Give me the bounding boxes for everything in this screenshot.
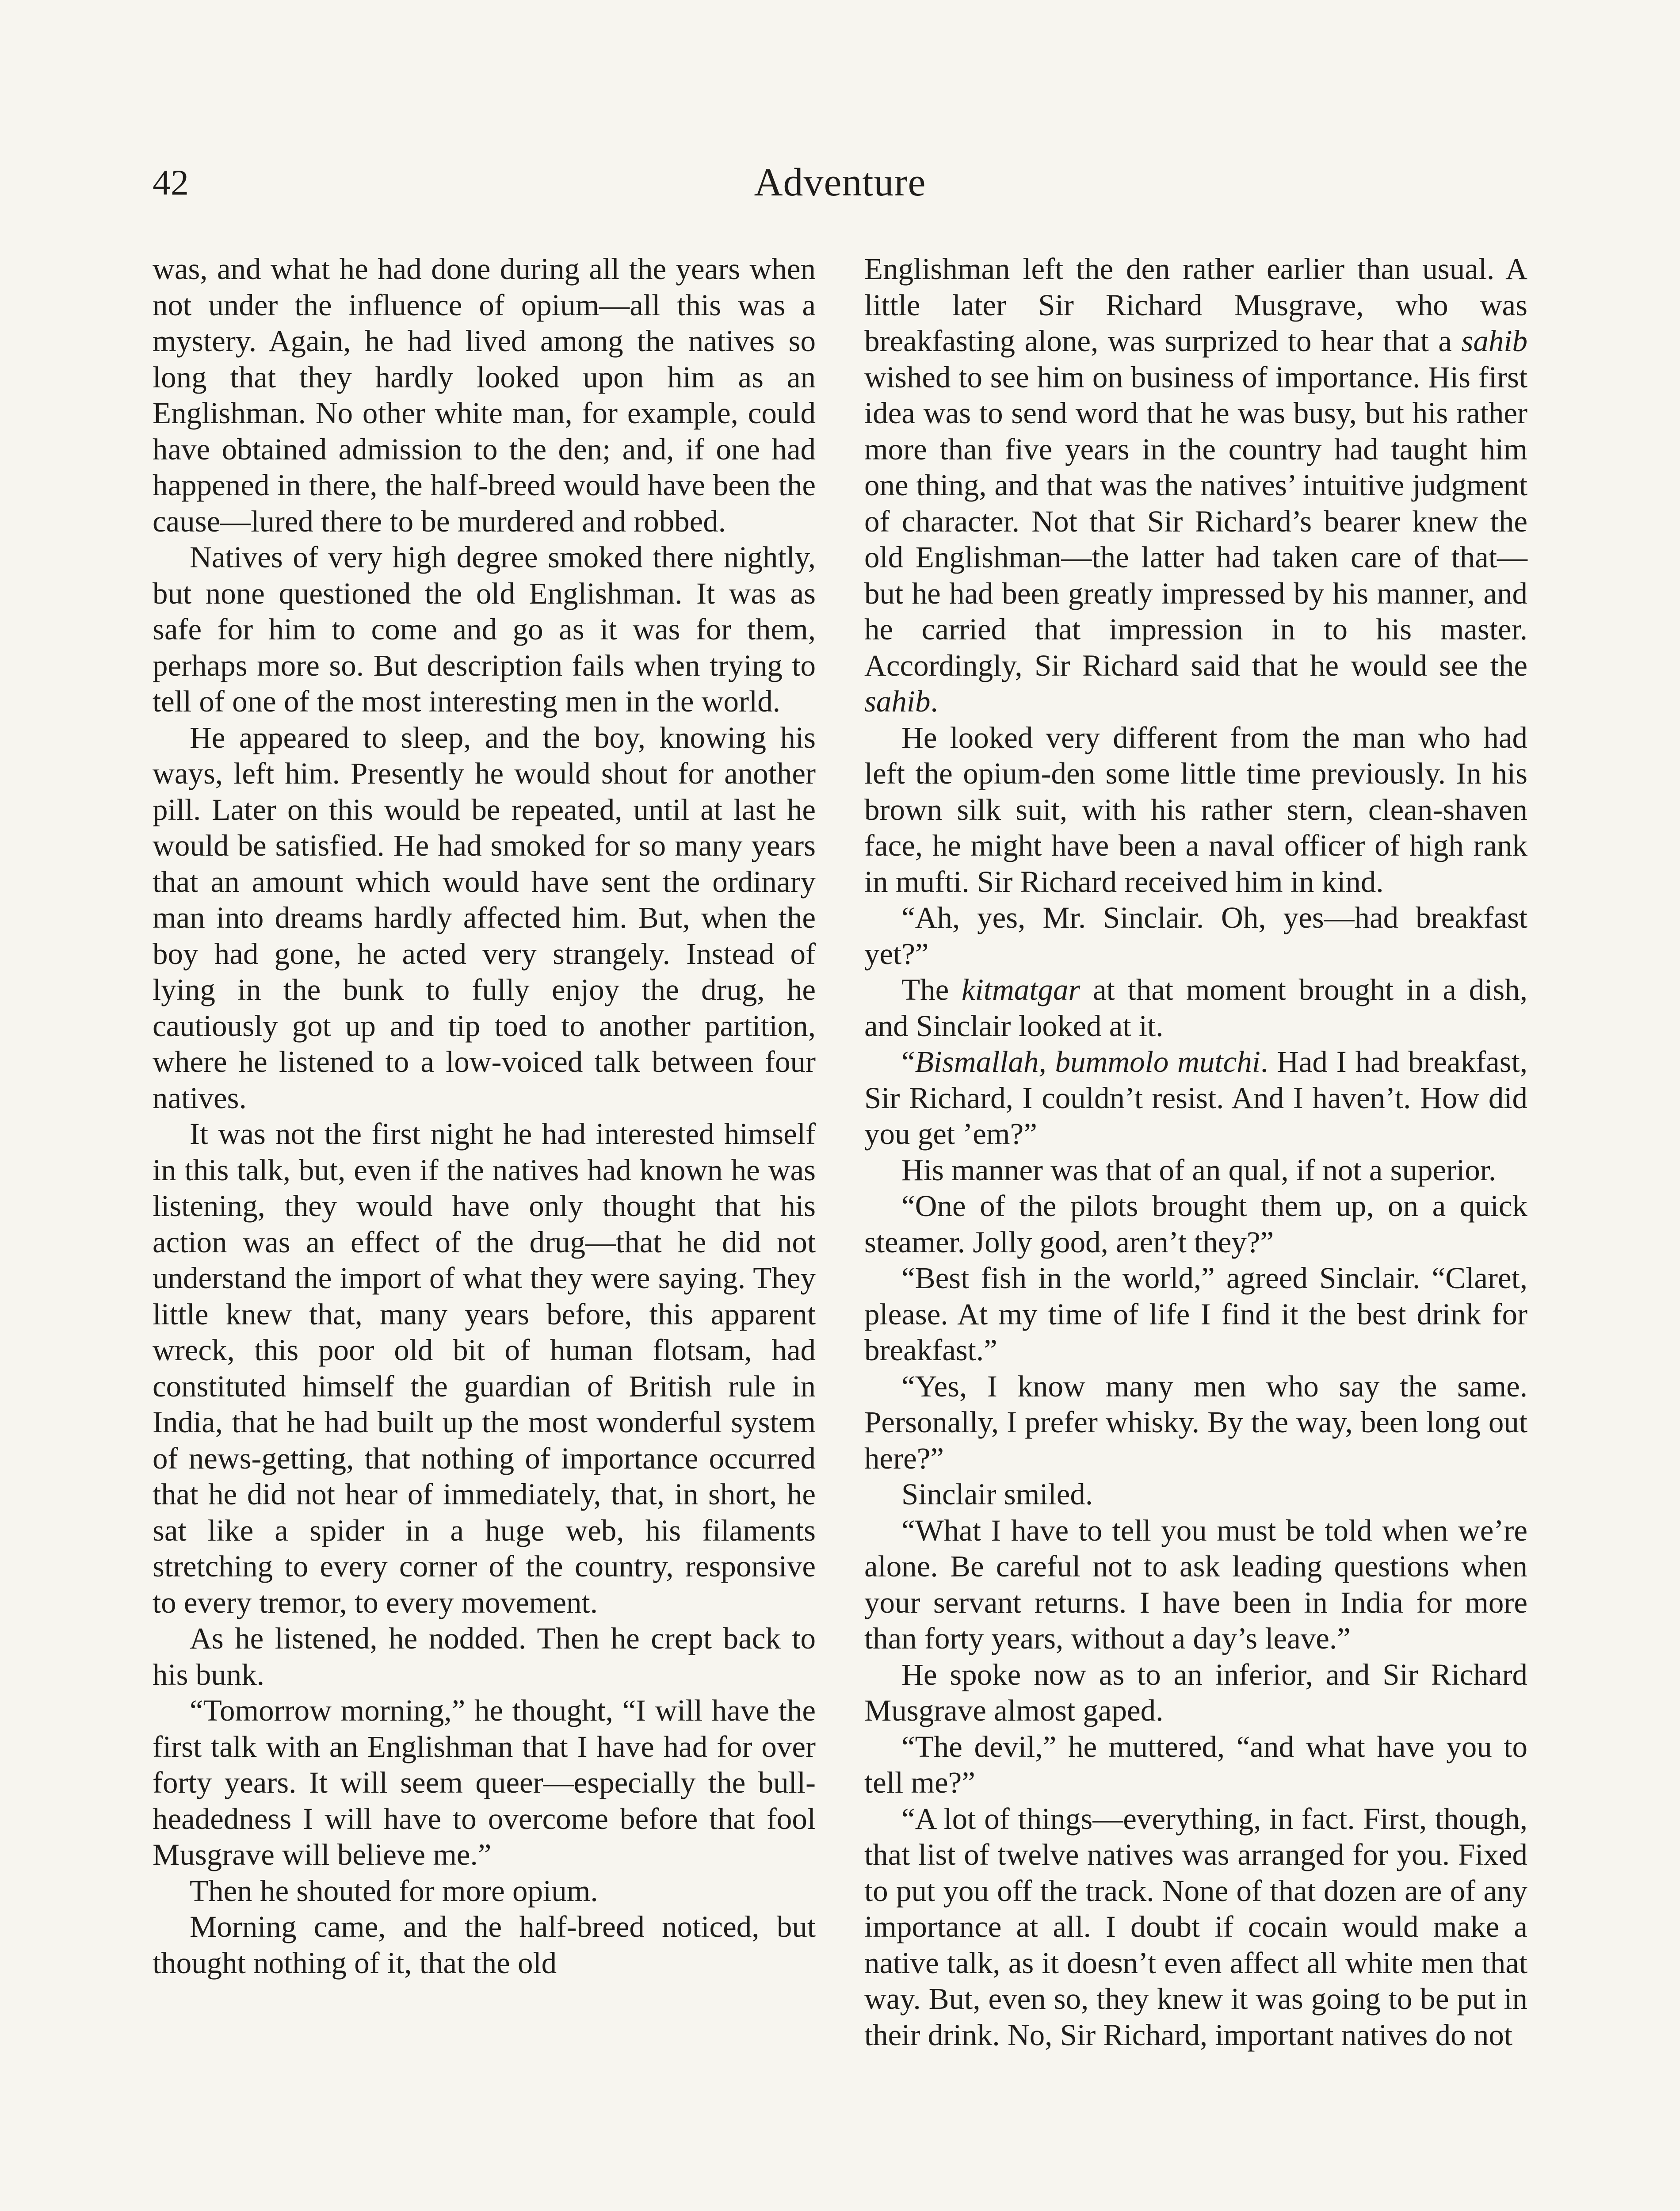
- paragraph: “Yes, I know many men who say the same. Personally, I prefer whisky. By the way, been long out here?”: [864, 1369, 1527, 1475]
- paragraph: He appeared to sleep, and the boy, knowing his ways, left him. Presently he would shout for another pill. Later on this would be repeated, until at last he would be satisfied. He had smoked for so many years that an amount which would have sent the ordinary man into dreams hardly affected him. But, when the boy had gone, he acted very strangely. Instead of lying in the bunk to fully enjoy the drug, he cautiously got up and tip toed to another partition, where he listened to a low-voiced talk between four natives.: [153, 720, 816, 1115]
- paragraph: was, and what he had done during all the years when not under the influence of opium—all this was a mystery. Again, he had lived among the natives so long that they hardly looked upon him as an Englishman. No other white man, for example, could have obtained admission to the den; and, if one had happened in there, the half-breed would have been the cause—lured there to be murdered and robbed.: [153, 252, 816, 538]
- paragraph: As he listened, he nodded. Then he crept back to his bunk.: [153, 1622, 816, 1691]
- paragraph: He looked very different from the man who had left the opium-den some little time previously. In his brown silk suit, with his rather stern, clean-shaven face, he might have been a naval officer of high rank in mufti. Sir Richard received him in kind.: [864, 720, 1527, 899]
- paragraph: “One of the pilots brought them up, on a quick steamer. Jolly good, aren’t they?”: [864, 1189, 1527, 1259]
- paragraph: “Ah, yes, Mr. Sinclair. Oh, yes—had breakfast yet?”: [864, 901, 1527, 971]
- paragraph: It was not the first night he had interested himself in this talk, but, even if the natives had known he was listening, they would have only thought that his action was an effect of the drug—that he did not understand the import of what they were saying. They little knew that, many years before, this apparent wreck, this poor old bit of human flotsam, had constituted himself the guardian of British rule in India, that he had built up the most wonderful system of news-getting, that nothing of importance occurred that he did not hear of immediately, that, in short, he sat like a spider in a huge web, his filaments stretching to every corner of the country, responsive to every tremor, to every movement.: [153, 1117, 816, 1619]
- running-title: Adventure: [754, 161, 926, 204]
- paragraph: The kitmatgar at that moment brought in a dish, and Sinclair looked at it.: [864, 973, 1527, 1043]
- paragraph: “Best fish in the world,” agreed Sinclair. “Claret, please. At my time of life I find it the best drink for breakfast.”: [864, 1261, 1527, 1367]
- paragraph: “The devil,” he muttered, “and what have you to tell me?”: [864, 1729, 1527, 1799]
- paragraph: “A lot of things—everything, in fact. First, though, that list of twelve natives was arranged for you. Fixed to put you off the track. None of that dozen are of any importance at all. I doubt if cocain would make a native talk, as it doesn’t even affect all white men that way. But, even so, they knew it was going to be put in their drink. No, Sir Richard, important natives do not: [864, 1802, 1527, 2052]
- paragraph: He spoke now as to an inferior, and Sir Richard Musgrave almost gaped.: [864, 1657, 1527, 1727]
- paragraph: “What I have to tell you must be told when we’re alone. Be careful not to ask leading questions when your servant returns. I have been in India for more than forty years, without a day’s leave.”: [864, 1513, 1527, 1655]
- left-text-column: [153, 251, 816, 1981]
- paragraph: “Tomorrow morning,” he thought, “I will have the first talk with an Englishman that I have had for over forty years. It will seem queer—especially the bull-headedness I will have to overcome before that fool Musgrave will believe me.”: [153, 1694, 816, 1871]
- page-number: 42: [153, 162, 189, 203]
- paragraph: Morning came, and the half-breed noticed, but thought nothing of it, that the old: [153, 1910, 816, 1980]
- paragraph: Natives of very high degree smoked there nightly, but none questioned the old Englishman. It was as safe for him to come and go as it was for them, perhaps more so. But description fails when trying to tell of one of the most interesting men in the world.: [153, 540, 816, 718]
- right-text-column: [864, 251, 1527, 2053]
- paragraph: Sinclair smiled.: [901, 1477, 1093, 1511]
- paragraph: “Bismallah, bummolo mutchi. Had I had breakfast, Sir Richard, I couldn’t resist. And I haven’t. How did you get ’em?”: [864, 1045, 1527, 1151]
- paragraph: Then he shouted for more opium.: [190, 1874, 598, 1908]
- paragraph: Englishman left the den rather earlier than usual. A little later Sir Richard Musgrave, who was breakfasting alone, was surprized to hear that a sahib wished to see him on business of importance. His first idea was to send word that he was busy, but his rather more than five years in the country had taught him one thing, and that was the natives’ intuitive judgment of character. Not that Sir Richard’s bearer knew the old Englishman—the latter had taken care of that—but he had been greatly impressed by his manner, and he carried that impression in to his master. Accordingly, Sir Richard said that he would see the sahib.: [864, 252, 1527, 718]
- paragraph: His manner was that of an qual, if not a superior.: [901, 1153, 1497, 1187]
